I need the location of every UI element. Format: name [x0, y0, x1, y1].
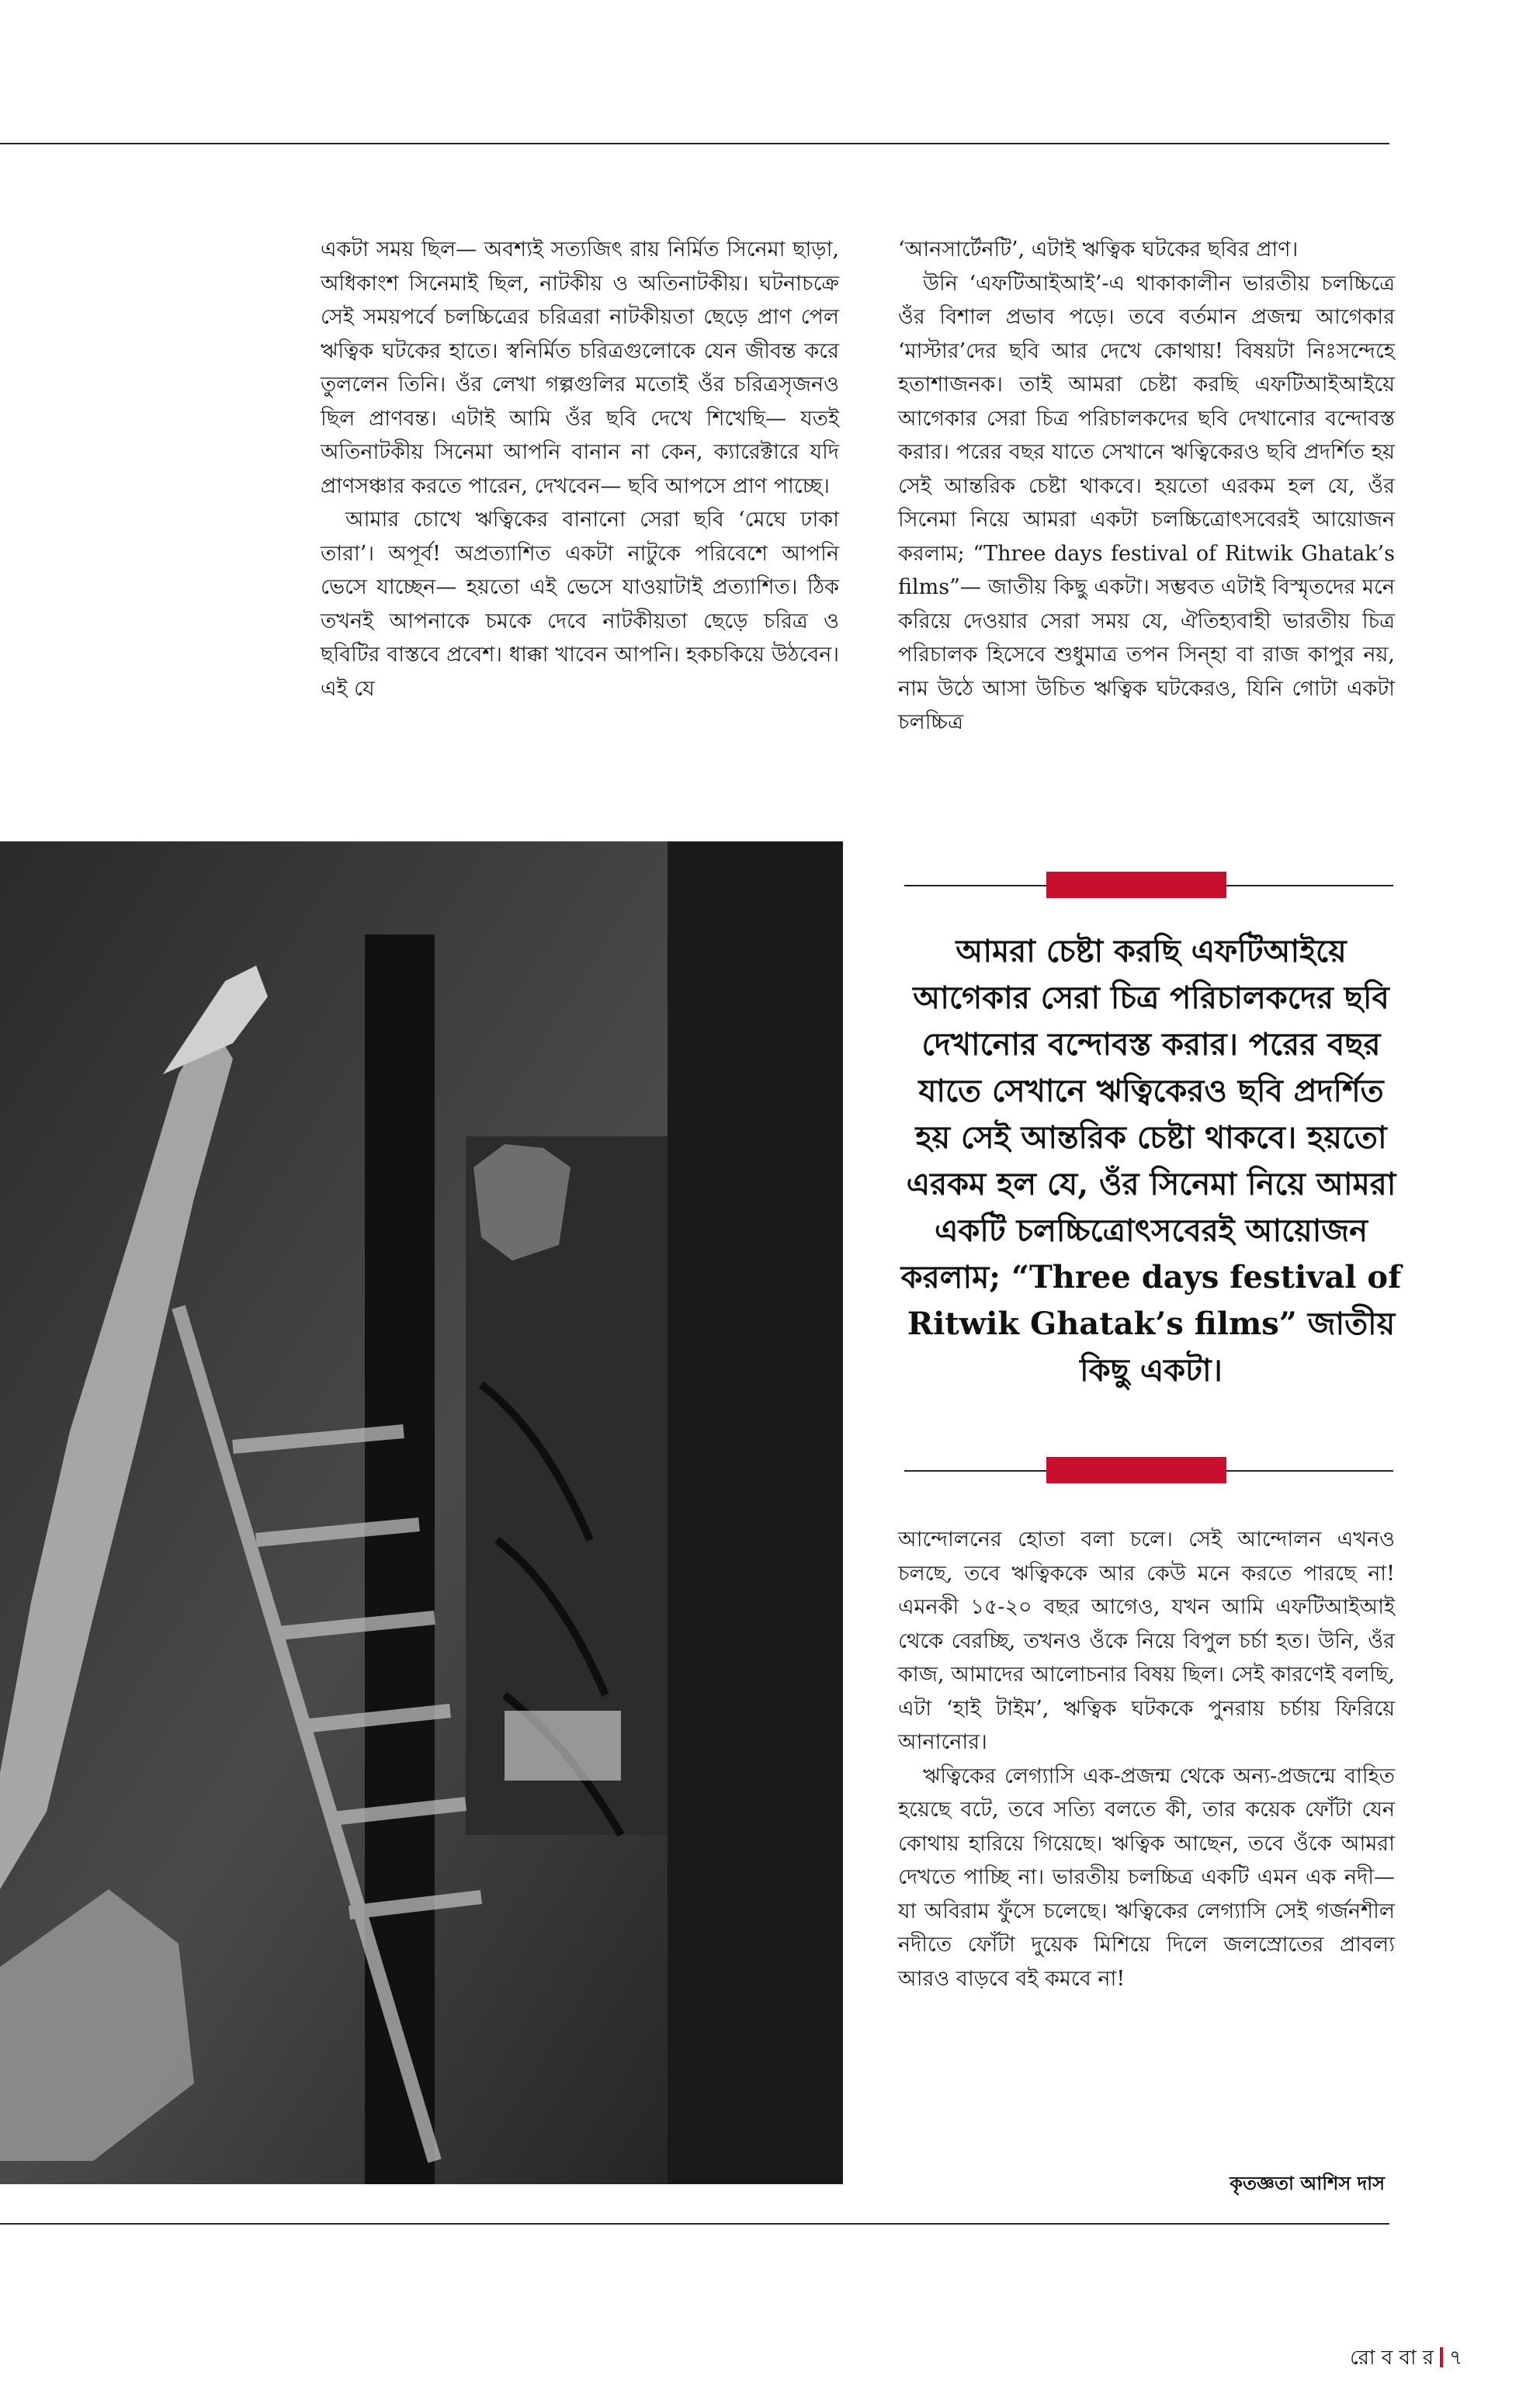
- paragraph: উনি ‘এফটিআইআই’-এ থাকাকালীন ভারতীয় চলচ্চিত্রে ওঁর বিশাল প্রভাব পড়ে। তবে বর্তমান প্রজন্ম আগেকার ‘মাস্টার’দের ছবি আর দেখে কোথায়! বিষয়টা নিঃসন্দেহে হতাশাজনক। তাই আমরা চেষ্টা করছি এফটিআইআইয়ে আগেকার সেরা চিত্র পরিচালকদের ছবি দেখানোর বন্দোবস্ত করার। পরের বছর যাতে সেখানে ঋত্বিকেরও ছবি প্রদর্শিত হয় সেই আন্তরিক চেষ্টা থাকবে। হয়তো এরকম হল যে, ওঁর সিনেমা নিয়ে আমরা একটা চলচ্চিত্রোৎসবেরই আয়োজন করলাম; “Three days festival of Ritwik Ghatak’s films”— জাতীয় কিছু একটা। সম্ভবত এটাই বিস্মৃতদের মনে করিয়ে দেওয়ার সেরা সময় যে, ঐতিহ্যবাহী ভারতীয় চিত্র পরিচালক হিসেবে শুধুমাত্র তপন সিন্হা বা রাজ কাপুর নয়, নাম উঠে আসা উচিত ঋত্বিক ঘটকেরও, যিনি গোটা একটা চলচ্চিত্র: [898, 271, 1395, 734]
- publication-name: রো ব বা র: [1350, 2346, 1434, 2370]
- page-number: ৭: [1449, 2346, 1462, 2370]
- paragraph: ঋত্বিকের লেগ্যাসি এক-প্রজন্ম থেকে অন্য-প্রজন্মে বাহিত হয়েছে বটে, তবে সত্যি বলতে কী, তার কয়েক ফোঁটা যেন কোথায় হারিয়ে গিয়েছে। ঋত্বিক আছেন, তবে ওঁকে আমরা দেখতে পাচ্ছি না। ভারতীয় চলচ্চিত্র একটি এমন এক নদী— যা অবিরাম ফুঁসে চলেছে। ঋত্বিকের লেগ্যাসি সেই গর্জনশীল নদীতে ফোঁটা দুয়েক মিশিয়ে দিলে জলস্রোতের প্রাবল্য আরও বাড়বে বই কমবে না!: [898, 1764, 1395, 1991]
- paragraph: ‘আনসার্টেনটি’, এটাই ঋত্বিক ঘটকের ছবির প্রাণ।: [898, 238, 1299, 262]
- pull-quote-top-accent: [1046, 872, 1226, 898]
- pull-quote-bottom-accent: [1046, 1457, 1226, 1483]
- film-still-illustration: [0, 841, 843, 2184]
- article-column-right-top: [898, 233, 1395, 740]
- film-still-photo: [0, 841, 843, 2184]
- bottom-rule: [0, 2223, 1389, 2225]
- article-column-left: [321, 233, 839, 706]
- top-rule: [0, 143, 1389, 144]
- pull-quote: আমরা চেষ্টা করছি এফটিআইয়ে আগেকার সেরা চিত্র পরিচালকদের ছবি দেখানোর বন্দোবস্ত করার। পরের বছর যাতে সেখানে ঋত্বিকেরও ছবি প্রদর্শিত হয় সেই আন্তরিক চেষ্টা থাকবে। হয়তো এরকম হল যে, ওঁর সিনেমা নিয়ে আমরা একটি চলচ্চিত্রোৎসবেরই আয়োজন করলাম; “Three days festival of Ritwik Ghatak’s films” জাতীয় কিছু একটা।: [900, 933, 1402, 1389]
- photo-credit: কৃতজ্ঞতা আশিস দাস: [1230, 2173, 1385, 2194]
- page-folio: [1350, 2342, 1462, 2376]
- paragraph: আন্দোলনের হোতা বলা চলে। সেই আন্দোলন এখনও চলছে, তবে ঋত্বিককে আর কেউ মনে করতে পারছে না! এমনকী ১৫-২০ বছর আগেও, যখন আমি এফটিআইআই থেকে বেরচ্ছি, তখনও ওঁকে নিয়ে বিপুল চর্চা হত। উনি, ওঁর কাজ, আমাদের আলোচনার বিষয় ছিল। সেই কারণেই বলছি, এটা ‘হাই টাইম’, ঋত্বিক ঘটককে পুনরায় চর্চায় ফিরিয়ে আনানোর।: [898, 1528, 1395, 1754]
- folio-divider: [1440, 2347, 1443, 2367]
- paragraph: আমার চোখে ঋত্বিকের বানানো সেরা ছবি ‘মেঘে ঢাকা তারা’। অপূর্ব! অপ্রত্যাশিত একটা নাটুকে পরিবেশে আপনি ভেসে যাচ্ছেন— হয়তো এই ভেসে যাওয়াটাই প্রত্যাশিত। ঠিক তখনই আপনাকে চমকে দেবে নাটকীয়তা ছেড়ে চরিত্র ও ছবিটির বাস্তবে প্রবেশ। ধাক্কা খাবেন আপনি। হকচকিয়ে উঠবেন। এই যে: [321, 508, 839, 701]
- article-column-right-bottom: [898, 1523, 1395, 1996]
- paragraph: একটা সময় ছিল— অবশ্যই সত্যজিৎ রায় নির্মিত সিনেমা ছাড়া, অধিকাংশ সিনেমাই ছিল, নাটকীয় ও অতিনাটকীয়। ঘটনাচক্রে সেই সময়পর্বে চলচ্চিত্রের চরিত্ররা নাটকীয়তা ছেড়ে প্রাণ পেল ঋত্বিক ঘটকের হাতে। স্বনির্মিত চরিত্রগুলোকে যেন জীবন্ত করে তুললেন তিনি। ওঁর লেখা গল্পগুলির মতোই ওঁর চরিত্রসৃজনও ছিল প্রাণবন্ত। এটাই আমি ওঁর ছবি দেখে শিখেছি— যতই অতিনাটকীয় সিনেমা আপনি বানান না কেন, ক্যারেক্টারে যদি প্রাণসঞ্চার করতে পারেন, দেখবেন— ছবি আপসে প্রাণ পাচ্ছে।: [321, 238, 839, 498]
